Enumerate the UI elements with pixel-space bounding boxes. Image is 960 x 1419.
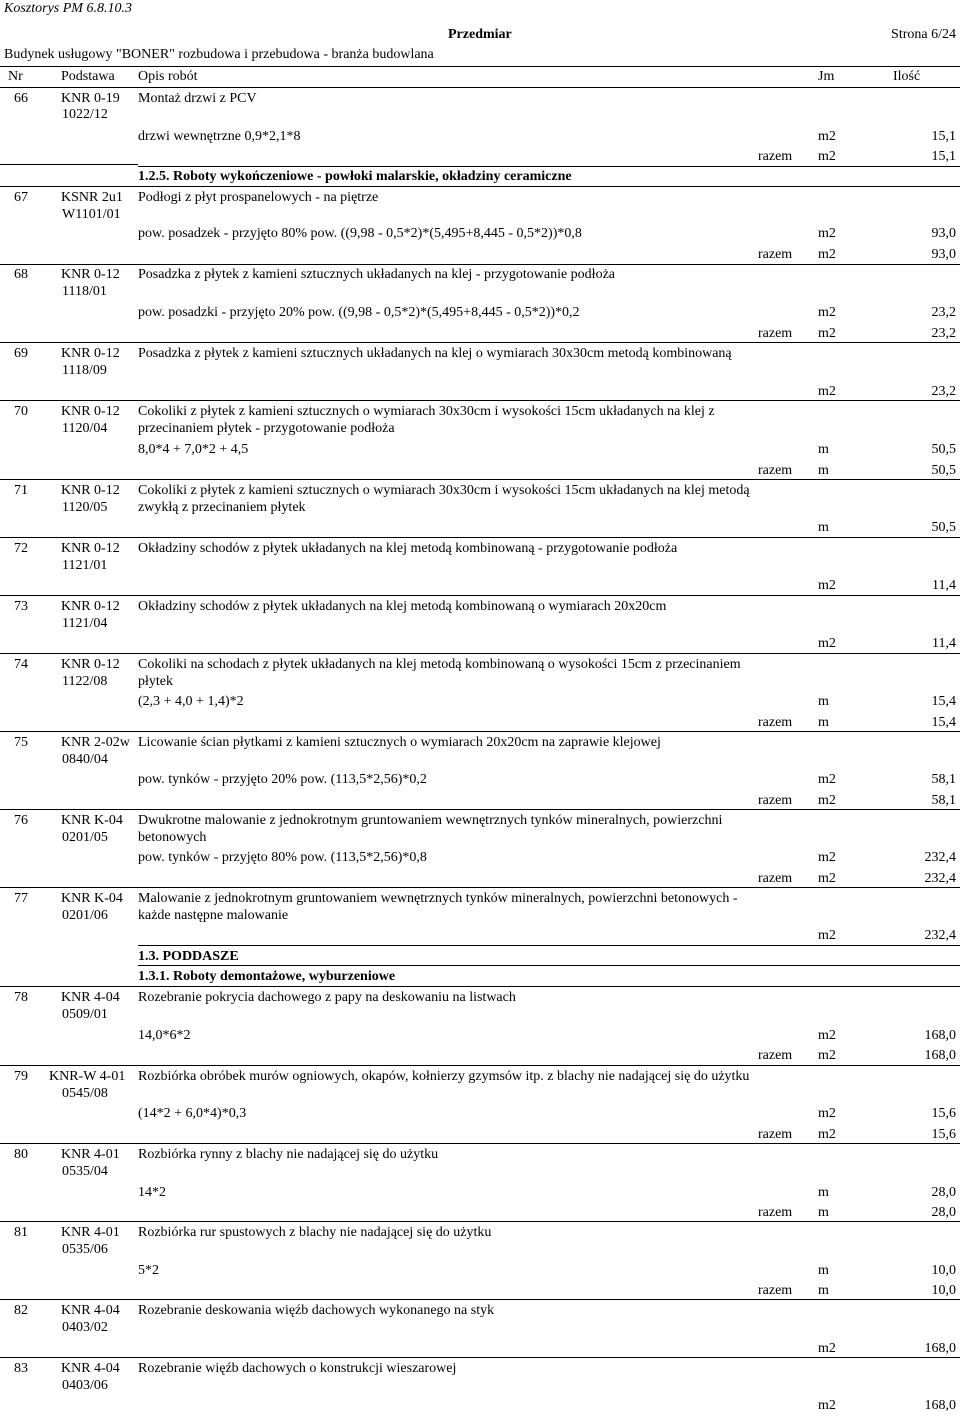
item-quantity: 11,4 bbox=[932, 578, 956, 593]
row-separator bbox=[0, 1143, 960, 1144]
razem-label: razem bbox=[758, 1048, 793, 1063]
razem-label: razem bbox=[758, 871, 793, 886]
item-description-cont: płytek bbox=[138, 674, 173, 689]
item-podstawa: KNR 0-12 bbox=[61, 483, 120, 498]
row-separator bbox=[0, 731, 960, 732]
razem-unit: m bbox=[818, 1205, 829, 1220]
item-quantity: 168,0 bbox=[924, 1341, 956, 1356]
app-title: Kosztorys PM 6.8.10.3 bbox=[4, 1, 132, 16]
item-podstawa-code: 1022/12 bbox=[62, 107, 108, 122]
item-podstawa-code: 0403/02 bbox=[62, 1320, 108, 1335]
item-nr: 73 bbox=[14, 599, 28, 614]
row-separator bbox=[0, 537, 960, 538]
item-quantity: 93,0 bbox=[931, 226, 956, 241]
item-podstawa-code: 0403/06 bbox=[62, 1378, 108, 1393]
item-unit: m bbox=[818, 1185, 829, 1200]
item-description: Montaż drzwi z PCV bbox=[138, 91, 257, 106]
razem-label: razem bbox=[758, 1205, 793, 1220]
item-podstawa: KNR 4-04 bbox=[61, 990, 120, 1005]
item-nr: 66 bbox=[14, 91, 28, 106]
item-quantity: 23,2 bbox=[931, 384, 956, 399]
row-separator bbox=[0, 164, 138, 165]
item-quantity: 50,5 bbox=[931, 520, 956, 535]
project-name: Budynek usługowy "BONER" rozbudowa i przebudowa - branża budowlana bbox=[4, 47, 434, 62]
item-nr: 72 bbox=[14, 541, 28, 556]
razem-label: razem bbox=[758, 793, 793, 808]
razem-unit: m bbox=[818, 715, 829, 730]
item-nr: 83 bbox=[14, 1361, 28, 1376]
item-calculation: 14*2 bbox=[138, 1185, 166, 1200]
row-separator bbox=[0, 186, 960, 187]
item-quantity: 168,0 bbox=[924, 1398, 956, 1413]
item-podstawa: KNR 0-12 bbox=[61, 404, 120, 419]
item-quantity: 232,4 bbox=[924, 928, 956, 943]
item-description: Rozbiórka obróbek murów ogniowych, okapów, kołnierzy gzymsów itp. z blachy nie nadającej się do użytku bbox=[138, 1069, 750, 1084]
item-calculation: pow. posadzek - przyjęto 80% pow. ((9,98 - 0,5*2)*(5,495+8,445 - 0,5*2))*0,8 bbox=[138, 226, 582, 241]
item-description: Licowanie ścian płytkami z kamieni sztucznych o wymiarach 20x20cm na zaprawie klejowej bbox=[138, 735, 661, 750]
item-podstawa-code: 0535/04 bbox=[62, 1164, 108, 1179]
item-description: Malowanie z jednokrotnym gruntowaniem wewnętrznych tynków mineralnych, powierzchni betonowych - bbox=[138, 891, 738, 906]
item-podstawa: KNR 2-02w bbox=[61, 735, 130, 750]
item-podstawa-code: 0535/06 bbox=[62, 1242, 108, 1257]
column-header-ilosc: Ilość bbox=[893, 69, 921, 84]
razem-unit: m bbox=[818, 463, 829, 478]
item-description: Rozbiórka rynny z blachy nie nadającej się do użytku bbox=[138, 1147, 439, 1162]
razem-label: razem bbox=[758, 463, 793, 478]
razem-unit: m2 bbox=[818, 871, 836, 886]
item-podstawa-code: 0545/08 bbox=[62, 1086, 108, 1101]
item-unit: m2 bbox=[818, 129, 836, 144]
item-calculation: (14*2 + 6,0*4)*0,3 bbox=[138, 1106, 247, 1121]
item-unit: m bbox=[818, 520, 829, 535]
item-quantity: 10,0 bbox=[931, 1263, 956, 1278]
razem-quantity: 50,5 bbox=[931, 463, 956, 478]
item-description: Cokoliki na schodach z płytek układanych na klej metodą kombinowaną o wysokości 15cm z przecinaniem bbox=[138, 657, 741, 672]
page-number: Strona 6/24 bbox=[891, 27, 956, 42]
item-unit: m2 bbox=[818, 850, 836, 865]
razem-unit: m2 bbox=[818, 326, 836, 341]
razem-quantity: 58,1 bbox=[931, 793, 956, 808]
item-podstawa: KNR K-04 bbox=[61, 891, 123, 906]
item-podstawa: KNR 4-01 bbox=[61, 1225, 120, 1240]
item-podstawa-code: 1120/05 bbox=[62, 500, 108, 515]
item-quantity: 50,5 bbox=[931, 442, 956, 457]
item-calculation: pow. tynków - przyjęto 80% pow. (113,5*2,56)*0,8 bbox=[138, 850, 427, 865]
row-separator bbox=[0, 887, 960, 888]
item-unit: m2 bbox=[818, 384, 836, 399]
item-podstawa-code: 0201/06 bbox=[62, 908, 108, 923]
item-calculation: pow. posadzki - przyjęto 20% pow. ((9,98 - 0,5*2)*(5,495+8,445 - 0,5*2))*0,2 bbox=[138, 305, 580, 320]
item-calculation: drzwi wewnętrzne 0,9*2,1*8 bbox=[138, 129, 301, 144]
razem-label: razem bbox=[758, 715, 793, 730]
razem-quantity: 15,4 bbox=[931, 715, 956, 730]
item-unit: m2 bbox=[818, 1341, 836, 1356]
item-description: Cokoliki z płytek z kamieni sztucznych o wymiarach 30x30cm i wysokości 15cm układanych na klej z bbox=[138, 404, 715, 419]
item-podstawa: KNR 4-04 bbox=[61, 1361, 120, 1376]
item-nr: 76 bbox=[14, 813, 28, 828]
row-separator bbox=[0, 809, 960, 810]
item-podstawa: KNR 0-19 bbox=[61, 91, 120, 106]
item-description: Rozbiórka rur spustowych z blachy nie nadającej się do użytku bbox=[138, 1225, 492, 1240]
item-podstawa-code: 1120/04 bbox=[62, 421, 108, 436]
header-bottom-rule bbox=[0, 87, 960, 88]
item-unit: m2 bbox=[818, 226, 836, 241]
header-top-rule bbox=[0, 66, 960, 67]
row-separator bbox=[138, 166, 960, 167]
column-header-nr: Nr bbox=[8, 69, 23, 84]
item-podstawa-code: 0840/04 bbox=[62, 752, 108, 767]
item-nr: 74 bbox=[14, 657, 28, 672]
item-description: Posadzka z płytek z kamieni sztucznych układanych na klej o wymiarach 30x30cm metodą kombinowaną bbox=[138, 346, 732, 361]
row-separator bbox=[0, 653, 960, 654]
razem-label: razem bbox=[758, 1283, 793, 1298]
row-separator bbox=[138, 945, 960, 946]
item-podstawa: KNR 0-12 bbox=[61, 599, 120, 614]
item-description-cont: betonowych bbox=[138, 830, 207, 845]
item-podstawa-code: 1121/01 bbox=[62, 558, 108, 573]
item-calculation: (2,3 + 4,0 + 1,4)*2 bbox=[138, 694, 244, 709]
row-separator bbox=[0, 986, 138, 987]
item-unit: m2 bbox=[818, 1106, 836, 1121]
item-podstawa: KNR-W 4-01 bbox=[49, 1069, 126, 1084]
item-unit: m2 bbox=[818, 636, 836, 651]
row-separator bbox=[0, 264, 960, 265]
razem-unit: m bbox=[818, 1283, 829, 1298]
razem-quantity: 10,0 bbox=[931, 1283, 956, 1298]
item-podstawa: KNR 0-12 bbox=[61, 541, 120, 556]
doc-title: Przedmiar bbox=[448, 27, 512, 42]
item-unit: m2 bbox=[818, 1398, 836, 1413]
razem-label: razem bbox=[758, 1127, 793, 1142]
razem-label: razem bbox=[758, 149, 793, 164]
razem-label: razem bbox=[758, 247, 793, 262]
item-quantity: 23,2 bbox=[931, 305, 956, 320]
razem-unit: m2 bbox=[818, 793, 836, 808]
razem-unit: m2 bbox=[818, 1127, 836, 1142]
item-calculation: 8,0*4 + 7,0*2 + 4,5 bbox=[138, 442, 249, 457]
section-heading: 1.3. PODDASZE bbox=[138, 949, 239, 964]
item-nr: 77 bbox=[14, 891, 28, 906]
row-separator bbox=[0, 479, 960, 480]
item-unit: m bbox=[818, 1263, 829, 1278]
item-quantity: 58,1 bbox=[931, 772, 956, 787]
item-description: Posadzka z płytek z kamieni sztucznych układanych na klej - przygotowanie podłoża bbox=[138, 267, 615, 282]
item-quantity: 28,0 bbox=[931, 1185, 956, 1200]
item-description: Rozebranie pokrycia dachowego z papy na deskowaniu na listwach bbox=[138, 990, 516, 1005]
item-podstawa-code: W1101/01 bbox=[62, 207, 121, 222]
razem-unit: m2 bbox=[818, 1048, 836, 1063]
item-description: Rozebranie więźb dachowych o konstrukcji wieszarowej bbox=[138, 1361, 457, 1376]
razem-quantity: 232,4 bbox=[924, 871, 956, 886]
razem-quantity: 168,0 bbox=[924, 1048, 956, 1063]
item-nr: 79 bbox=[14, 1069, 28, 1084]
razem-quantity: 15,1 bbox=[931, 149, 956, 164]
item-description-cont: przecinaniem płytek - przygotowanie podłoża bbox=[138, 421, 395, 436]
item-description: Cokoliki z płytek z kamieni sztucznych o wymiarach 30x30cm i wysokości 15cm układanych na klej metodą bbox=[138, 483, 750, 498]
item-description-cont: zwykłą z przecinaniem płytek bbox=[138, 500, 306, 515]
item-unit: m2 bbox=[818, 578, 836, 593]
item-calculation: 14,0*6*2 bbox=[138, 1028, 191, 1043]
item-quantity: 15,6 bbox=[931, 1106, 956, 1121]
row-separator bbox=[0, 400, 960, 401]
item-unit: m2 bbox=[818, 305, 836, 320]
item-podstawa: KNR K-04 bbox=[61, 813, 123, 828]
row-separator bbox=[138, 965, 960, 966]
item-podstawa-code: 0201/05 bbox=[62, 830, 108, 845]
item-podstawa-code: 1118/01 bbox=[62, 284, 107, 299]
column-header-jm: Jm bbox=[818, 69, 835, 84]
item-quantity: 15,4 bbox=[931, 694, 956, 709]
row-separator bbox=[0, 1357, 960, 1358]
section-heading: 1.2.5. Roboty wykończeniowe - powłoki malarskie, okładziny ceramiczne bbox=[138, 169, 572, 184]
item-quantity: 232,4 bbox=[924, 850, 956, 865]
item-unit: m bbox=[818, 694, 829, 709]
item-nr: 81 bbox=[14, 1225, 28, 1240]
item-podstawa: KNR 4-01 bbox=[61, 1147, 120, 1162]
item-description: Okładziny schodów z płytek układanych na klej metodą kombinowaną - przygotowanie podłoża bbox=[138, 541, 678, 556]
item-quantity: 11,4 bbox=[932, 636, 956, 651]
item-unit: m bbox=[818, 442, 829, 457]
item-calculation: pow. tynków - przyjęto 20% pow. (113,5*2,56)*0,2 bbox=[138, 772, 427, 787]
item-nr: 71 bbox=[14, 483, 28, 498]
razem-quantity: 28,0 bbox=[931, 1205, 956, 1220]
item-description: Podłogi z płyt prospanelowych - na piętrze bbox=[138, 190, 379, 205]
item-podstawa: KSNR 2u1 bbox=[61, 190, 123, 205]
item-unit: m2 bbox=[818, 772, 836, 787]
row-separator bbox=[0, 1221, 960, 1222]
item-nr: 69 bbox=[14, 346, 28, 361]
item-description-cont: każde następne malowanie bbox=[138, 908, 289, 923]
item-description: Okładziny schodów z płytek układanych na klej metodą kombinowaną o wymiarach 20x20cm bbox=[138, 599, 667, 614]
item-nr: 78 bbox=[14, 990, 28, 1005]
item-quantity: 168,0 bbox=[924, 1028, 956, 1043]
razem-label: razem bbox=[758, 326, 793, 341]
row-separator bbox=[0, 1299, 960, 1300]
razem-quantity: 23,2 bbox=[931, 326, 956, 341]
item-nr: 70 bbox=[14, 404, 28, 419]
razem-unit: m2 bbox=[818, 149, 836, 164]
item-unit: m2 bbox=[818, 1028, 836, 1043]
row-separator bbox=[0, 342, 960, 343]
item-nr: 80 bbox=[14, 1147, 28, 1162]
item-podstawa: KNR 4-04 bbox=[61, 1303, 120, 1318]
item-podstawa-code: 1121/04 bbox=[62, 616, 108, 631]
item-podstawa: KNR 0-12 bbox=[61, 657, 120, 672]
section-heading: 1.3.1. Roboty demontażowe, wyburzeniowe bbox=[138, 969, 396, 984]
item-nr: 82 bbox=[14, 1303, 28, 1318]
item-podstawa-code: 0509/01 bbox=[62, 1007, 108, 1022]
item-podstawa-code: 1118/09 bbox=[62, 363, 107, 378]
item-unit: m2 bbox=[818, 928, 836, 943]
item-podstawa: KNR 0-12 bbox=[61, 346, 120, 361]
column-header-opis: Opis robót bbox=[138, 69, 198, 84]
item-podstawa-code: 1122/08 bbox=[62, 674, 108, 689]
item-description: Dwukrotne malowanie z jednokrotnym gruntowaniem wewnętrznych tynków mineralnych, powierzchni bbox=[138, 813, 723, 828]
razem-quantity: 93,0 bbox=[931, 247, 956, 262]
item-nr: 75 bbox=[14, 735, 28, 750]
item-podstawa: KNR 0-12 bbox=[61, 267, 120, 282]
row-separator bbox=[138, 986, 960, 987]
row-separator bbox=[0, 595, 960, 596]
item-description: Rozebranie deskowania więźb dachowych wykonanego na styk bbox=[138, 1303, 495, 1318]
razem-quantity: 15,6 bbox=[931, 1127, 956, 1142]
item-quantity: 15,1 bbox=[931, 129, 956, 144]
razem-unit: m2 bbox=[818, 247, 836, 262]
column-header-podstawa: Podstawa bbox=[61, 69, 115, 84]
item-nr: 67 bbox=[14, 190, 28, 205]
item-nr: 68 bbox=[14, 267, 28, 282]
item-calculation: 5*2 bbox=[138, 1263, 159, 1278]
row-separator bbox=[0, 1065, 960, 1066]
